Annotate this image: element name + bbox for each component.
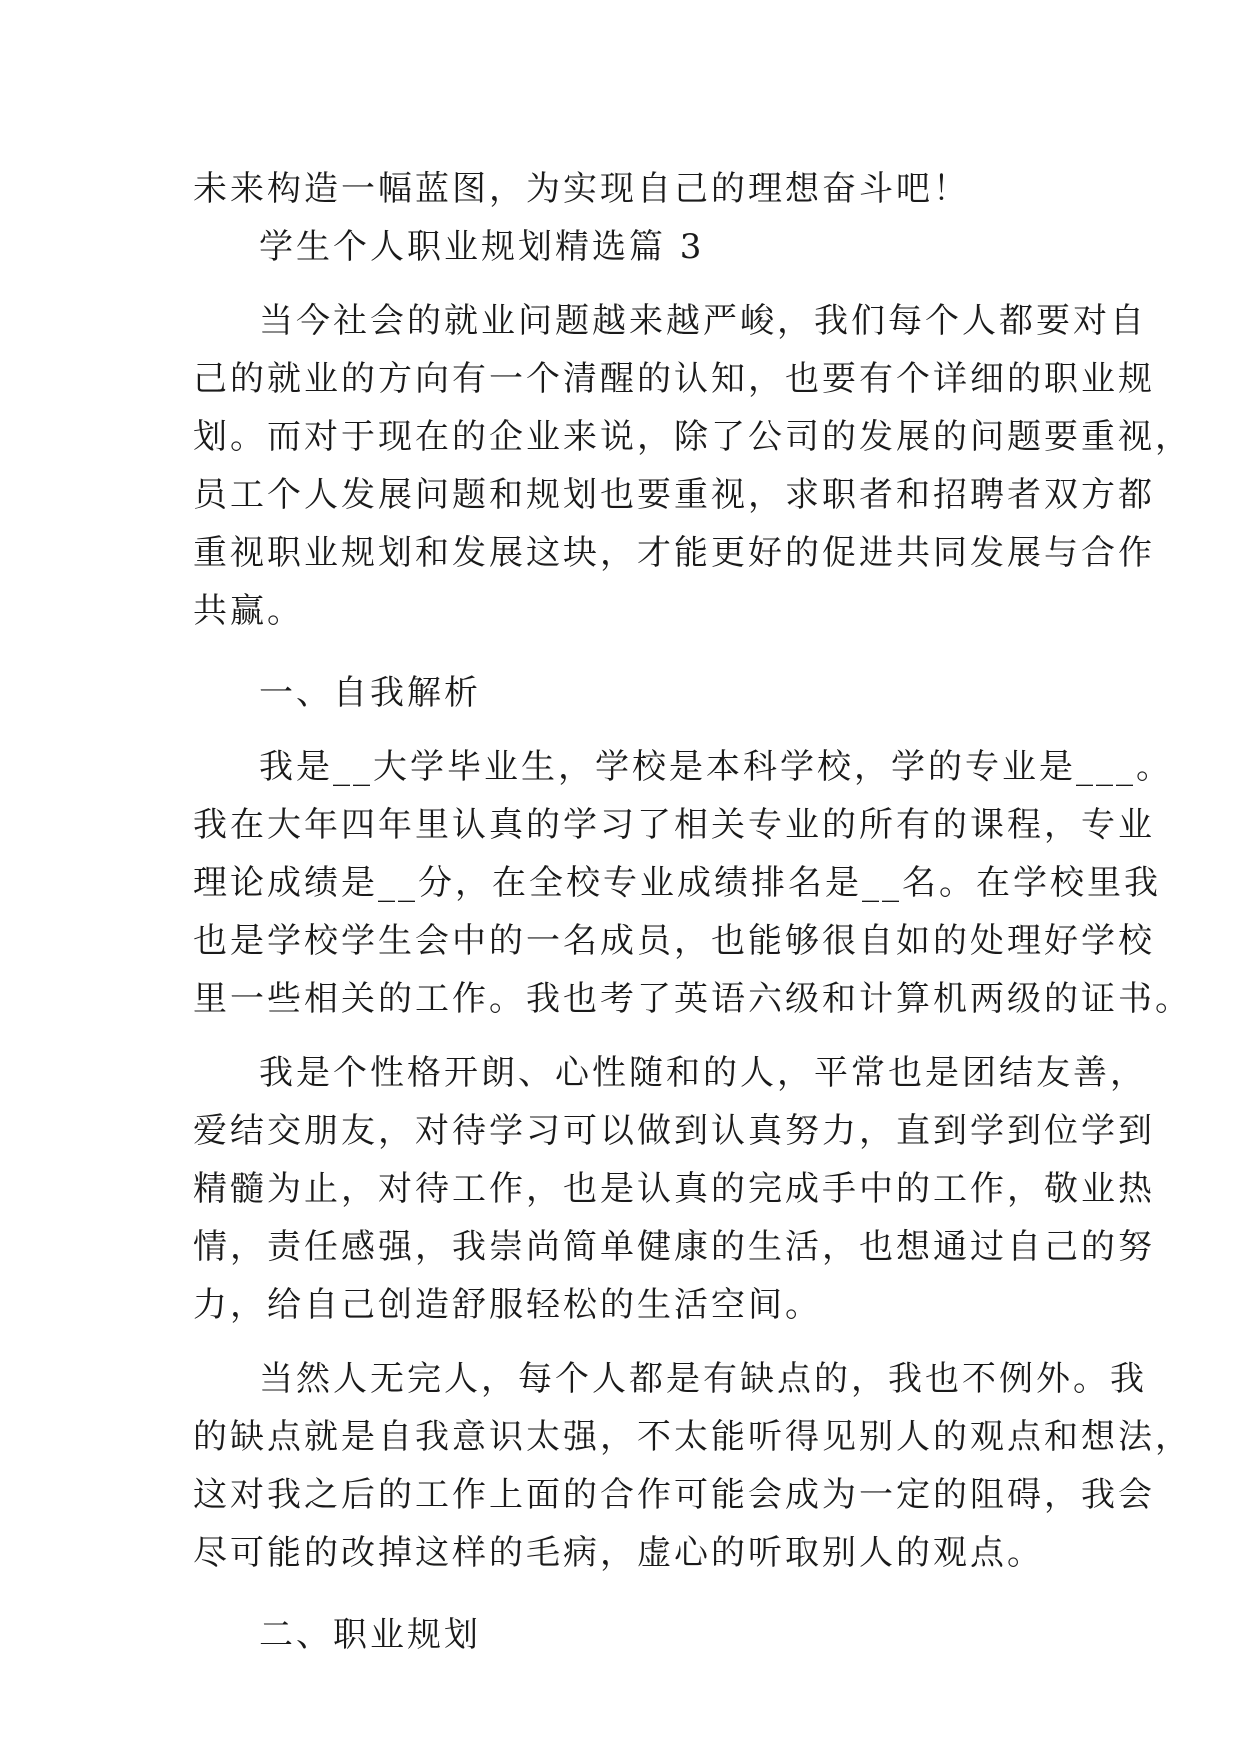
paragraph-line: 我是__大学毕业生，学校是本科学校，学的专业是___。 [259,747,1173,787]
paragraph-line: 当然人无完人，每个人都是有缺点的，我也不例外。我 [259,1359,1147,1399]
paragraph-line: 精髓为止，对待工作，也是认真的完成手中的工作，敬业热 [193,1169,1155,1209]
paragraph-line: 员工个人发展问题和规划也要重视，求职者和招聘者双方都 [193,475,1155,515]
paragraph-line: 己的就业的方向有一个清醒的认知，也要有个详细的职业规 [193,359,1155,399]
paragraph-line: 里一些相关的工作。我也考了英语六级和计算机两级的证书。 [193,979,1192,1019]
section-heading: 一、自我解析 [259,673,481,713]
paragraph-line: 力，给自己创造舒服轻松的生活空间。 [193,1285,822,1325]
paragraph-line: 未来构造一幅蓝图，为实现自己的理想奋斗吧！ [193,169,970,209]
paragraph-line: 划。而对于现在的企业来说，除了公司的发展的问题要重视， [193,417,1192,457]
paragraph-line: 重视职业规划和发展这块，才能更好的促进共同发展与合作 [193,533,1155,573]
paragraph-line: 也是学校学生会中的一名成员，也能够很自如的处理好学校 [193,921,1155,961]
paragraph-line: 我是个性格开朗、心性随和的人，平常也是团结友善， [259,1053,1147,1093]
paragraph-line: 情，责任感强，我崇尚简单健康的生活，也想通过自己的努 [193,1227,1155,1267]
paragraph-line: 共赢。 [193,591,304,631]
paragraph-line: 理论成绩是__分，在全校专业成绩排名是__名。在学校里我 [193,863,1161,903]
paragraph-line: 爱结交朋友，对待学习可以做到认真努力，直到学到位学到 [193,1111,1155,1151]
paragraph-line: 的缺点就是自我意识太强，不太能听得见别人的观点和想法， [193,1417,1192,1457]
paragraph-line: 这对我之后的工作上面的合作可能会成为一定的阻碍，我会 [193,1475,1155,1515]
paragraph-line: 尽可能的改掉这样的毛病，虚心的听取别人的观点。 [193,1533,1044,1573]
paragraph-line: 我在大年四年里认真的学习了相关专业的所有的课程，专业 [193,805,1155,845]
paragraph-line: 当今社会的就业问题越来越严峻，我们每个人都要对自 [259,301,1147,341]
document-body [193,160,1192,1664]
section-heading: 二、职业规划 [259,1615,481,1655]
section-heading: 学生个人职业规划精选篇 3 [259,227,705,267]
